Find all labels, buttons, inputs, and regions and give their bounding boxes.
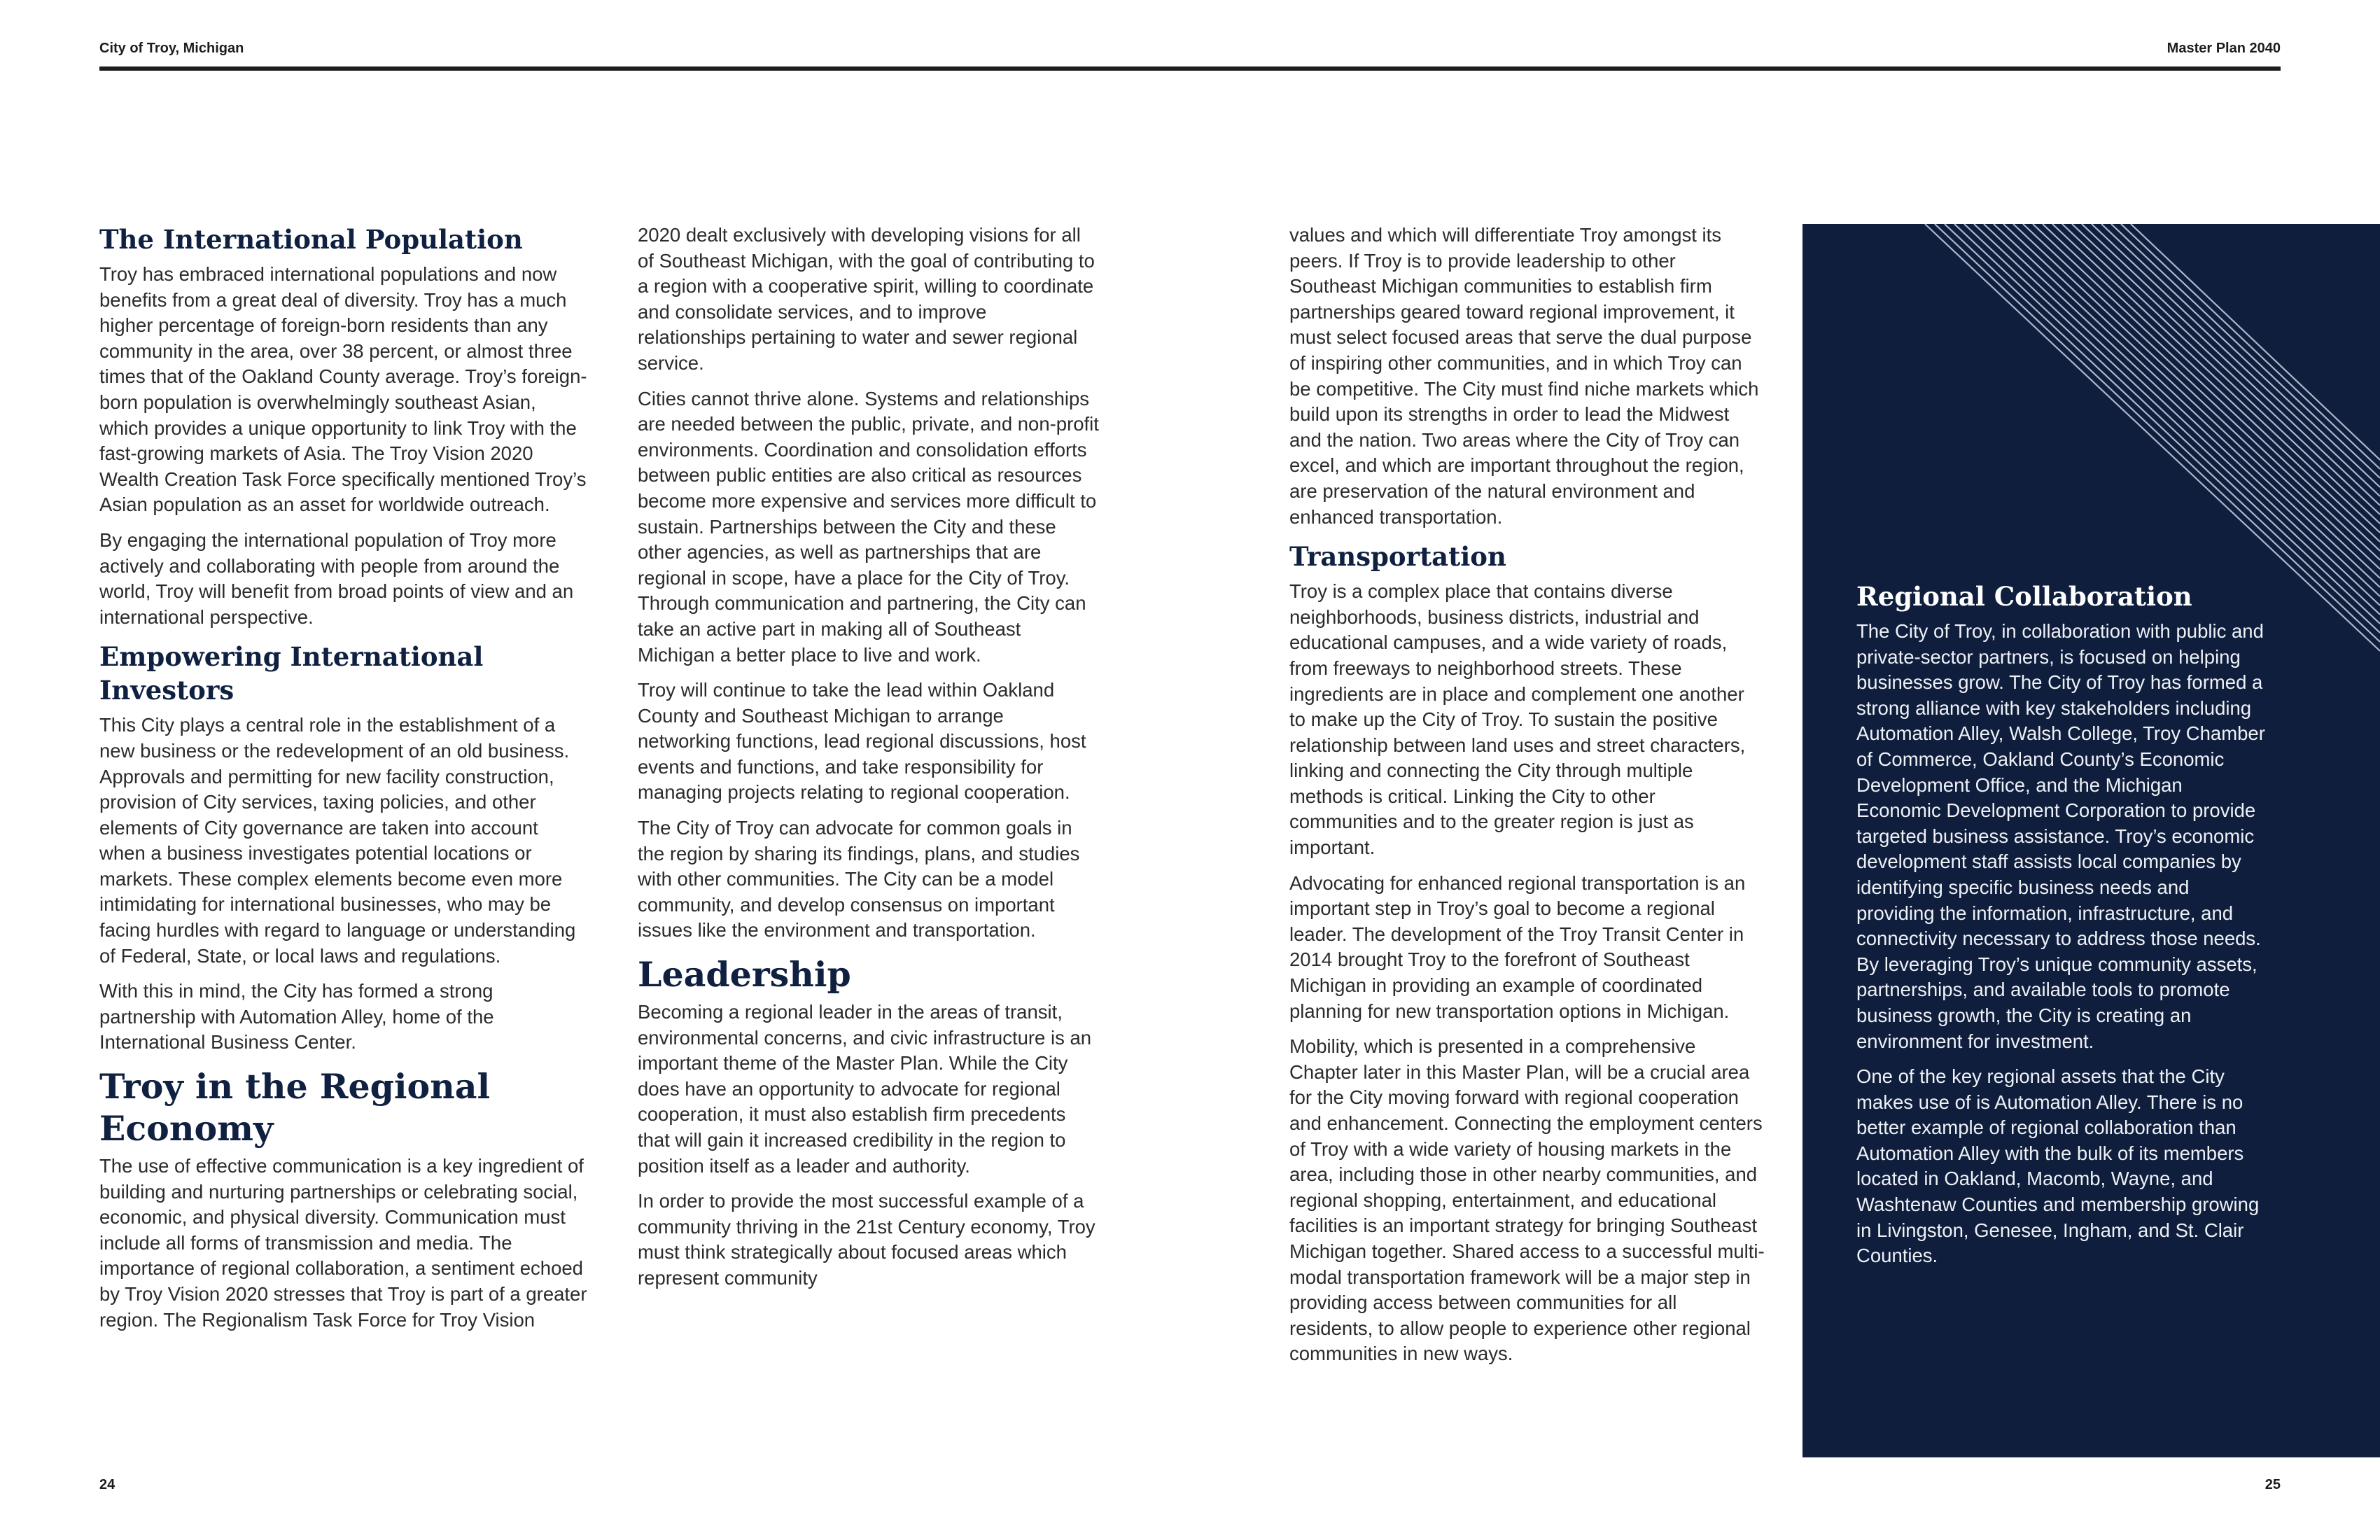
heading-international-population: The International Population (99, 224, 523, 255)
paragraph: The City of Troy, in collaboration with public and private-sector partners, is focused on helping businesses grow. The City of Troy has formed a strong alliance with key stakeholders including Automation Alley, Walsh College, Troy Chamber of Commerce, Oakland County’s Economic Development Office, and the Michigan Economic Development Corporation to provide targeted business assistance. Troy’s economic development staff assists local companies by identifying specific business needs and providing the information, infrastructure, and connectivity necessary to address those needs. By leveraging Troy’s unique community assets, partnerships, and available tools to promote business growth, the City is creating an environment for investment. (1856, 620, 2265, 1052)
paragraph: This City plays a central role in the establishment of a new business or the redevelopment of an old business. Approvals and permitting for new facility construction, provision of City services, taxing policies, and other elements of City governance are taken into account when a business investigates potential locations or markets. These complex elements become even more intimidating for international businesses, who may be facing hurdles with regard to language or understanding of Federal, State, or local laws and regulations. (99, 714, 576, 967)
paragraph: Troy is a complex place that contains diverse neighborhoods, business districts, industrial and educational campuses, and a wide variety of roads, from freeways to neighborhood streets. These ingredients are in place and complement one another to make up the City of Troy. To sustain the positive relationship between land uses and street characters, linking and connecting the City through multiple methods is critical. Linking the City to other communities and to the greater region is just as important. (1289, 580, 1746, 859)
paragraph: With this in mind, the City has formed a strong partnership with Automation Alley, home of the International Business Center. (99, 980, 494, 1054)
heading-regional-collaboration: Regional Collaboration (1856, 581, 2192, 612)
paragraph: Becoming a regional leader in the areas of transit, environmental concerns, and civic infrastructure is an important theme of the Master Plan. While the City does have an opportunity to advocate for regional cooperation, it must also establish firm precedents that will gain it increased credibility in the region to position itself as a leader and authority. (638, 1001, 1092, 1177)
header-rule (99, 66, 2281, 71)
paragraph: Mobility, which is presented in a comprehensive Chapter later in this Master Plan, will be a crucial area for the City moving forward with regional cooperation and enhancement. Connecting the employment centers of Troy with a wide variety of housing markets in the area, including those in other nearby communities, and regional shopping, entertainment, and educational facilities is an important strategy for bringing Southeast Michigan together. Shared access to a successful multi-modal transportation framework will be a major step in providing access between communities for all residents, to allow people to experience other regional communities in new ways. (1289, 1035, 1765, 1365)
paragraph: Advocating for enhanced regional transportation is an important step in Troy’s goal to become a regional leader. The development of the Troy Transit Center in 2014 brought Troy to the forefront of Southeast Michigan in providing an example of coordinated planning for new transportation options in Michigan. (1289, 872, 1746, 1022)
paragraph: Cities cannot thrive alone. Systems and relationships are needed between the public, private, and non-profit environments. Coordination and consolidation efforts between public entities are also critical as resources become more expensive and services more difficult to sustain. Partnerships between the City and these other agencies, as well as partnerships that are regional in scope, have a place for the City of Troy. Through communication and partnering, the City can take an active part in making all of Southeast Michigan a better place to live and work. (638, 387, 1099, 666)
paragraph: Troy will continue to take the lead within Oakland County and Southeast Michigan to arrange networking functions, lead regional discussions, host events and functions, and take responsibility for managing projects relating to regional cooperation. (638, 679, 1086, 804)
column-2 (638, 223, 1100, 1301)
paragraph: The City of Troy can advocate for common goals in the region by sharing its findings, plans, and studies with other communities. The City can be a model community, and develop consensus on important issues like the environment and transportation. (638, 817, 1080, 941)
heading-troy-regional-economy: Troy in the Regional Economy (99, 1066, 491, 1149)
paragraph: By engaging the international population of Troy more actively and collaborating with people from around the world, Troy will benefit from broad points of view and an international perspective. (99, 528, 574, 628)
running-header-left: City of Troy, Michigan (99, 41, 244, 56)
column-1 (99, 223, 589, 1343)
column-3 (1289, 223, 1765, 1377)
paragraph: 2020 dealt exclusively with developing visions for all of Southeast Michigan, with the goal of contributing to a region with a cooperative spirit, willing to coordinate and consolidate services, and to improve relationships pertaining to water and sewer regional service. (638, 224, 1095, 374)
paragraph: One of the key regional assets that the City makes use of is Automation Alley. There is no better example of regional collaboration than Automation Alley with the bulk of its members located in Oakland, Macomb, Wayne, and Washtenaw Counties and membership growing in Livingston, Genesee, Ingham, and St. Clair Counties. (1856, 1065, 2260, 1267)
paragraph: values and which will differentiate Troy amongst its peers. If Troy is to provide leadership to other Southeast Michigan communities to establish firm partnerships geared toward regional improvement, it must select focused areas that serve the dual purpose of inspiring other communities, and in which Troy can be competitive. The City must find niche markets which build upon its strengths in order to lead the Midwest and the nation. Two areas where the City of Troy can excel, and which are important throughout the region, are preservation of the natural environment and enhanced transportation. (1289, 224, 1759, 528)
paragraph: The use of effective communication is a key ingredient of building and nurturing partnerships or celebrating social, economic, and physical diversity. Communication must include all forms of transmission and media. The importance of regional collaboration, a sentiment echoed by Troy Vision 2020 stresses that Troy is part of a greater region. The Regionalism Task Force for Troy Vision (99, 1155, 587, 1331)
heading-empowering-international-investors: Empowering International Investors (99, 641, 484, 706)
paragraph: Troy has embraced international populations and now benefits from a great deal of diversity. Troy has a much higher percentage of foreign-born residents than any community in the area, over 38 percent, or almost three times that of the Oakland County average. Troy’s foreign-born population is overwhelmingly southeast Asian, which provides a unique opportunity to link Troy with the fast-growing markets of Asia. The Troy Vision 2020 Wealth Creation Task Force specifically mentioned Troy’s Asian population as an asset for worldwide outreach. (99, 263, 587, 516)
running-header-right: Master Plan 2040 (2166, 41, 2281, 56)
paragraph: In order to provide the most successful example of a community thriving in the 21st Century economy, Troy must think strategically about focused areas which represent community (638, 1190, 1096, 1289)
page-number-right: 25 (2264, 1477, 2281, 1492)
heading-transportation: Transportation (1289, 541, 1506, 573)
panel-content (1856, 580, 2266, 1279)
heading-leadership: Leadership (638, 954, 851, 995)
page-number-left: 24 (99, 1477, 115, 1492)
regional-collaboration-panel (1802, 224, 2380, 1457)
